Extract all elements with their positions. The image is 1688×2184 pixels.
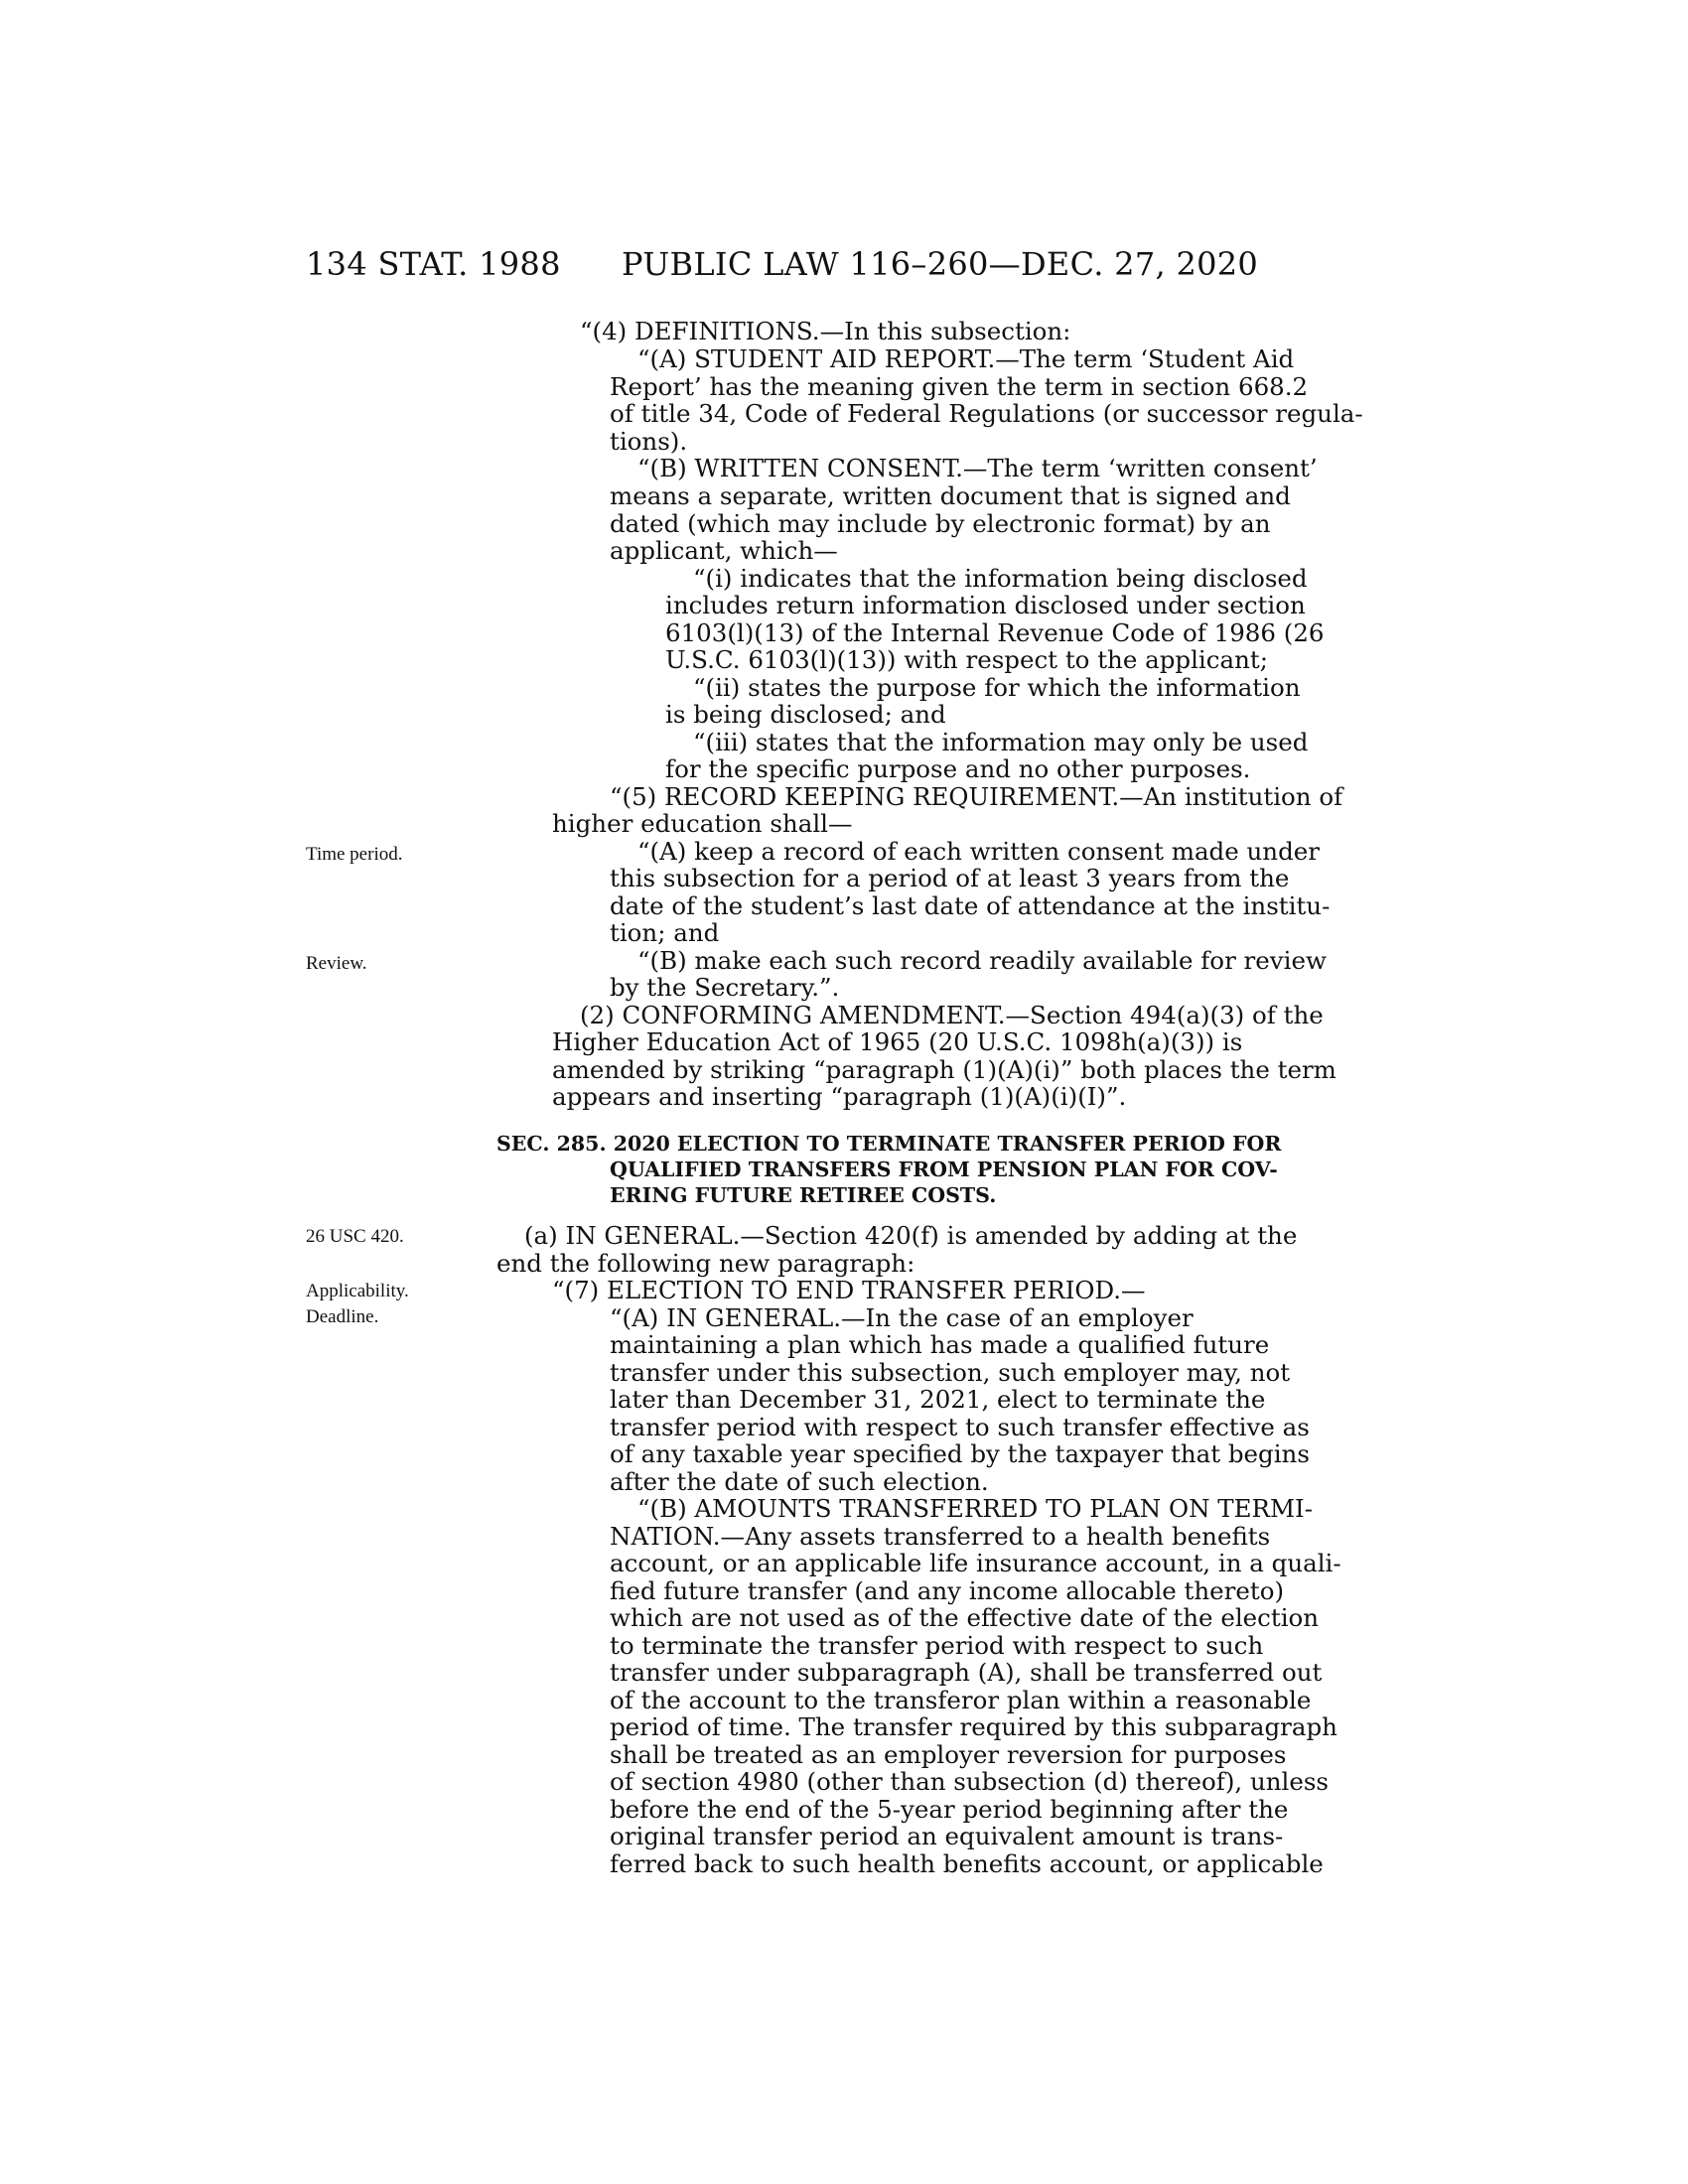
text-line: of the account to the transferor plan within a reasonable <box>610 1686 1312 1714</box>
section-heading-cont: QUALIFIED TRANSFERS FROM PENSION PLAN FOR COV- <box>610 1158 1278 1181</box>
text-line: before the end of the 5-year period beginning after the <box>610 1795 1289 1824</box>
text-line: “(B) AMOUNTS TRANSFERRED TO PLAN ON TERMI- <box>637 1494 1314 1523</box>
text-line: for the specific purpose and no other purposes. <box>665 754 1251 783</box>
text-line: to terminate the transfer period with respect to such <box>610 1631 1264 1660</box>
text-line: account, or an applicable life insurance account, in a quali- <box>610 1549 1341 1577</box>
text-line: includes return information disclosed under section <box>665 591 1306 619</box>
text-line: transfer under subparagraph (A), shall be transferred out <box>610 1658 1323 1687</box>
text-line: of title 34, Code of Federal Regulations (or successor regula- <box>610 399 1363 428</box>
text-line: appears and inserting “paragraph (1)(A)(i)(I)”. <box>552 1082 1127 1111</box>
text-line: “(7) ELECTION TO END TRANSFER PERIOD.— <box>552 1276 1146 1304</box>
page-reference: 134 STAT. 1988 <box>306 245 561 283</box>
text-line: which are not used as of the effective date of the election <box>610 1603 1320 1632</box>
text-line: higher education shall— <box>552 809 853 838</box>
text-line: tions). <box>610 427 688 456</box>
text-line: means a separate, written document that is signed and <box>610 481 1291 510</box>
running-title: PUBLIC LAW 116–260—DEC. 27, 2020 <box>622 245 1259 283</box>
text-line: original transfer period an equivalent amount is trans- <box>610 1822 1284 1850</box>
text-line: “(A) keep a record of each written consent made under <box>637 837 1320 866</box>
text-line: end the following new paragraph: <box>496 1249 915 1278</box>
text-line: of any taxable year specified by the taxpayer that begins <box>610 1439 1310 1468</box>
text-line: of section 4980 (other than subsection (d) thereof), unless <box>610 1767 1330 1796</box>
text-line: “(i) indicates that the information being disclosed <box>693 564 1308 593</box>
text-line: period of time. The transfer required by this subparagraph <box>610 1712 1337 1741</box>
text-line: amended by striking “paragraph (1)(A)(i)” both places the term <box>552 1055 1336 1084</box>
text-line: after the date of such election. <box>610 1467 989 1496</box>
text-line: (2) CONFORMING AMENDMENT.—Section 494(a)(3) of the <box>580 1001 1324 1029</box>
text-line: by the Secretary.”. <box>610 973 840 1002</box>
margin-note-review: Review. <box>306 953 367 974</box>
section-heading: SEC. 285. 2020 ELECTION TO TERMINATE TRANSFER PERIOD FOR <box>496 1132 1282 1156</box>
text-line: transfer period with respect to such transfer effective as <box>610 1413 1310 1441</box>
text-line: maintaining a plan which has made a qualified future <box>610 1330 1270 1359</box>
text-line: date of the student’s last date of attendance at the institu- <box>610 891 1331 920</box>
margin-note-deadline: Deadline. <box>306 1306 379 1327</box>
text-line: U.S.C. 6103(l)(13)) with respect to the applicant; <box>665 645 1268 674</box>
text-line: ferred back to such health benefits account, or applicable <box>610 1849 1324 1878</box>
text-line: “(B) make each such record readily available for review <box>637 946 1327 975</box>
text-line: “(iii) states that the information may only be used <box>693 728 1309 756</box>
text-line: Higher Education Act of 1965 (20 U.S.C. 1098h(a)(3)) is <box>552 1027 1243 1056</box>
paragraph-4-heading: “(4) DEFINITIONS.—In this subsection: <box>580 317 1071 345</box>
text-line: “(A) STUDENT AID REPORT.—The term ‘Student Aid <box>637 344 1295 373</box>
text-line: 6103(l)(13) of the Internal Revenue Code of 1986 (26 <box>665 618 1325 647</box>
text-line: dated (which may include by electronic format) by an <box>610 509 1271 538</box>
text-line: “(ii) states the purpose for which the information <box>693 673 1301 702</box>
text-line: Report’ has the meaning given the term in section 668.2 <box>610 372 1309 401</box>
text-line: applicant, which— <box>610 536 838 565</box>
section-heading-cont: ERING FUTURE RETIREE COSTS. <box>610 1183 997 1207</box>
margin-note-applicability: Applicability. <box>306 1281 409 1301</box>
text-line: fied future transfer (and any income allocable thereto) <box>610 1576 1285 1605</box>
text-line: later than December 31, 2021, elect to terminate the <box>610 1385 1266 1414</box>
margin-note-time-period: Time period. <box>306 844 403 865</box>
margin-note-usc: 26 USC 420. <box>306 1226 404 1247</box>
paragraph-5-heading: “(5) RECORD KEEPING REQUIREMENT.—An institution of <box>610 782 1343 811</box>
text-line: transfer under this subsection, such employer may, not <box>610 1358 1291 1387</box>
text-line: shall be treated as an employer reversion for purposes <box>610 1740 1287 1769</box>
text-line: is being disclosed; and <box>665 700 946 729</box>
text-line: NATION.—Any assets transferred to a health benefits <box>610 1522 1271 1551</box>
text-line: “(A) IN GENERAL.—In the case of an employer <box>610 1303 1194 1332</box>
text-line: this subsection for a period of at least 3 years from the <box>610 864 1290 892</box>
text-line: tion; and <box>610 918 720 947</box>
text-line: “(B) WRITTEN CONSENT.—The term ‘written consent’ <box>637 454 1318 482</box>
text-line: (a) IN GENERAL.—Section 420(f) is amended by adding at the <box>524 1221 1298 1250</box>
